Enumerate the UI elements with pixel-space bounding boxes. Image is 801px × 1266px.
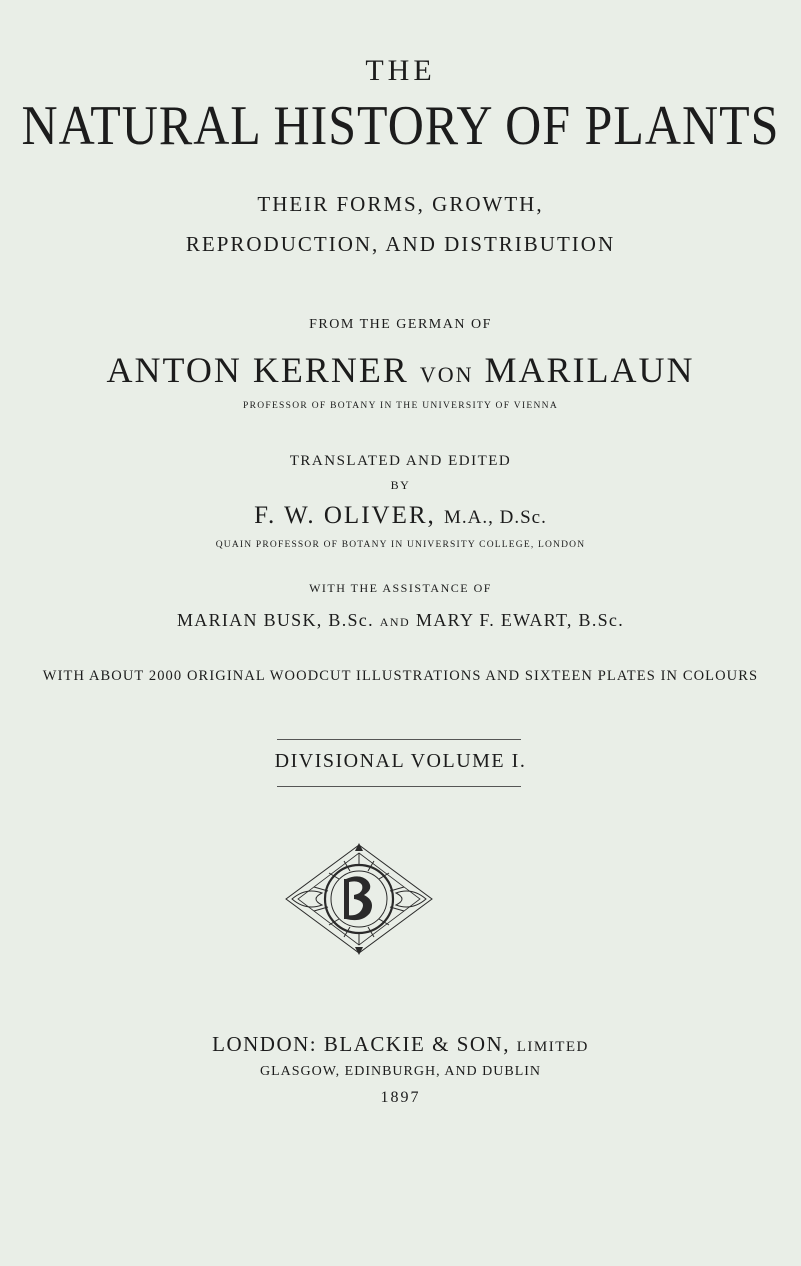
author-role: PROFESSOR OF BOTANY IN THE UNIVERSITY OF VIENNA bbox=[242, 401, 558, 411]
assistant-2: MARY F. EWART, B.Sc. bbox=[416, 610, 625, 630]
illustrations-line: WITH ABOUT 2000 ORIGINAL WOODCUT ILLUSTRATIONS AND SIXTEEN PLATES IN COLOURS bbox=[42, 668, 759, 684]
volume-rule-bottom bbox=[277, 786, 521, 787]
subtitle-line-2: REPRODUCTION, AND DISTRIBUTION bbox=[185, 232, 616, 256]
editor-name-text: F. W. OLIVER, bbox=[254, 502, 436, 529]
publisher-name: LONDON: BLACKIE & SON, bbox=[212, 1032, 510, 1056]
assistants-and: AND bbox=[379, 615, 411, 629]
translated-line: TRANSLATED AND EDITED bbox=[289, 453, 512, 469]
assistant-1: MARIAN BUSK, B.Sc. bbox=[176, 610, 374, 630]
editor-degrees: M.A., D.Sc. bbox=[444, 507, 547, 528]
publisher-line bbox=[0, 1034, 801, 1055]
volume-rule-top bbox=[277, 739, 521, 740]
book-title: NATURAL HISTORY OF PLANTS bbox=[21, 93, 780, 157]
publisher-monogram-emblem-icon bbox=[284, 843, 434, 955]
title-prefix: THE bbox=[365, 54, 436, 87]
author-last-name: MARILAUN bbox=[484, 350, 695, 390]
subtitle-line-1: THEIR FORMS, GROWTH, bbox=[257, 192, 544, 216]
publication-year: 1897 bbox=[380, 1089, 421, 1106]
publisher-limited: LIMITED bbox=[516, 1039, 589, 1055]
assistants-line bbox=[0, 611, 801, 629]
translation-source: FROM THE GERMAN OF bbox=[309, 317, 492, 332]
author-von: VON bbox=[419, 362, 474, 387]
author-first-name: ANTON KERNER bbox=[106, 350, 409, 390]
volume-label: DIVISIONAL VOLUME I. bbox=[274, 750, 527, 772]
assistance-line: WITH THE ASSISTANCE OF bbox=[309, 581, 492, 595]
by-line: BY bbox=[390, 478, 411, 492]
editor-name bbox=[0, 503, 801, 528]
author-name bbox=[0, 352, 801, 388]
publisher-cities: GLASGOW, EDINBURGH, AND DUBLIN bbox=[259, 1064, 542, 1079]
editor-role: QUAIN PROFESSOR OF BOTANY IN UNIVERSITY COLLEGE, LONDON bbox=[215, 540, 586, 550]
